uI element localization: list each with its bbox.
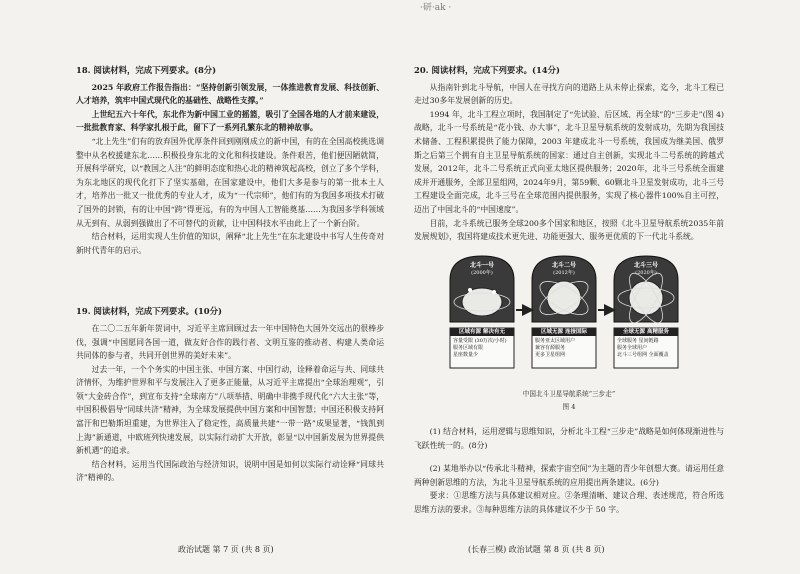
left-column (76, 64, 384, 485)
q19-paragraph-1: 在二〇二五年新年贺词中，习近平主席回顾过去一年中国特色大国外交远出的很棒步伐，强调“中国愿同各国一道，做友好合作的践行者、文明互鉴的推动者、构建人类命运共同体的参与者，共同开创世界的美好未来”。 (76, 323, 384, 361)
stage-1-name: 北斗一号 (469, 261, 494, 269)
figure-label: 图 4 (562, 403, 576, 412)
right-column (414, 64, 724, 516)
q18-paragraph-1: 2025 年政府工作报告指出：“坚持创新引领发展，一体推进教育发展、科技创新、人才培养，筑牢中国式现代化的基础性、战略性支撑。” (76, 82, 384, 106)
stage-3-year: (2020年) (635, 269, 657, 276)
stage-1-year: (2000年) (471, 269, 493, 276)
spacer (414, 452, 724, 462)
stage-2-box-title: 区域无源 连接国际 (532, 328, 596, 336)
q19-task: 结合材料，运用当代国际政治与经济知识，说明中国是如何以实际行动诠释“同球共济”精神的。 (76, 459, 384, 483)
stage-3-box-lines: 全球服务 星间链路 服务全球用户 北斗三号组网 全面覆盖 (617, 337, 669, 358)
q18-paragraph-2: 上世纪五六十年代，东北作为新中国工业的摇篮，吸引了全国各地的人才前来建设，一批批教育家、科学家扎根于此，留下了一系列孔繁东北的精神故事。 (76, 109, 384, 133)
footer-page-8: (长春三模) 政治试题 第 8 页 (共 8 页) (468, 545, 605, 554)
stage-1-box-lines: 容量受限 (30万次/小时) 服务区域有限 星座数量少 (453, 337, 507, 358)
spacer (414, 415, 724, 425)
stage-3-box-title: 全球无源 高精服务 (614, 328, 678, 336)
stage-1-box-title: 区域有源 解决有无 (450, 328, 514, 336)
top-mark: ·研·ak · (420, 3, 452, 13)
q19-paragraph-2: 过去一年，一个个务实的中国主张、中国方案、中国行动，诠释着命运与共、同球共济情怀，为维护世界和平与发展注入了更多正能量，从习近平主席提出“全球治理观”，引领“大金砖合作”，到宣布支持“全球南方”八项举措、明确中非携手现代化“六大主张”等，中国积极倡导“同球共济”精神，为全球发展提供中国方案和中国智慧；中国还积极支持阿富汗和巴勒斯坦重建，为世界注入了稳定性，高质量共建“一带一路”成果显著，“钱凯到上海”新通道，中欧班列快速发展，以实际行动扩大开放，彰显“以中国新发展为世界提供新机遇”的追求。 (76, 364, 384, 456)
stage-2-box-lines: 服务亚太区域用户 兼容有源服务 更多卫星组网 (535, 337, 576, 358)
stage-3-name: 北斗三号 (633, 261, 658, 269)
footer-page-7: 政治试题 第 7 页 (共 8 页) (178, 545, 274, 554)
figure-caption: 中国北斗卫星导航系统“三步走” (522, 389, 616, 398)
question-18-title: 18. 阅读材料，完成下列要求。(8分) (76, 65, 217, 75)
stage-2-name: 北斗二号 (551, 261, 576, 269)
figure-beidou-three-steps (442, 250, 686, 386)
q20-task-2: (2) 某地举办以“传承北斗精神，探索宇宙空间”为主题的青少年创想大赛。请运用任意两种创新思维的方法，为北斗卫星导航系统的应用提出两条建议。(6分) (414, 464, 724, 487)
question-19-title: 19. 阅读材料，完成下列要求。(10分) (76, 306, 222, 317)
stage-2-year: (2012年) (553, 269, 575, 276)
answer-space (76, 257, 384, 305)
q20-task-1: (1) 结合材料，运用逻辑与思维知识，分析北斗工程“三步走”战略是如何体现渐进性与飞跃性统一的。(8分) (414, 426, 724, 450)
question-20-title: 20. 阅读材料，完成下列要求。(14分) (414, 65, 560, 75)
q18-paragraph-3: “北上先生”们有的放弃国外优厚条件回到刚刚成立的新中国，有的在全国高校挑选调整中从名校援建东北……积极投身东北的文化和科技建设。条件艰苦，他们便因陋就简，开展科学研究，以“教国之人注”的鲜明态度和热心北的精神筑起高校，创立了多个学科，为东北地区的现代化打下了坚实基础，在国家建设中，他们大多是参与的第一批本土人才，培养出一批又一批优秀的专业人才，成为“一代宗师”，他们有的为我国多项技术打破了国外的封锁，有的让中国“跨”得更远，有的为中国人工智能奠基……为我国多学科领域从无到有、从弱到强做出了不可替代的贡献，让中国科技水平由此上了一个新台阶。 (76, 136, 384, 228)
q20-paragraph-2: 1994 年，北斗工程立项时，我国制定了“先试验、后区域、再全球”的“三步走”(图 4) 战略，北斗一号系统是“花小钱、办大事”，北斗卫星导航系统的发射成功，先期为我国技术储备、工程积累提供了能力保障，2003 年建成北斗一号系统，我国成为继美国、俄罗斯之后第三个拥有自主卫星导航系统的国家：通过自主创新，实现北斗二号系统的跨越式发展，2012年，北斗二号系统正式向亚太地区提供服务；2020年，北斗三号系统全面建成并开通服务，全部卫星组网，2024年9月，第59颗、60颗北斗卫星发射成功，北斗三号工程建设全面完成，北斗三号在全球范围内提供服务，实现了核心器件100%自主可控，迈出了中国北斗的“中国速度”。 (414, 109, 724, 214)
q20-paragraph-3: 目前，北斗系统已服务全球200多个国家和地区，按照《北斗卫星导航系统2035年前发展规划》，我国将建成技术更先进、功能更强大、服务更优质的下一代北斗系统。 (414, 218, 724, 242)
q20-paragraph-1: 从指南针到北斗导航，中国人在寻找方向的道路上从未停止探索，迄今，北斗工程已走过30多年发展创新的历史。 (414, 82, 724, 106)
q20-requirements: 要求：①思维方法与具体建议相对应。②条理清晰、建议合理、表述规范，符合所选思维方法的要求。③每种思维方法的具体建议不少于 50 字。 (414, 491, 724, 514)
q18-task: 结合材料，运用实现人生价值的知识，阐释“北上先生”在东北建设中书写人生传奇对新时代青年的启示。 (76, 232, 384, 255)
